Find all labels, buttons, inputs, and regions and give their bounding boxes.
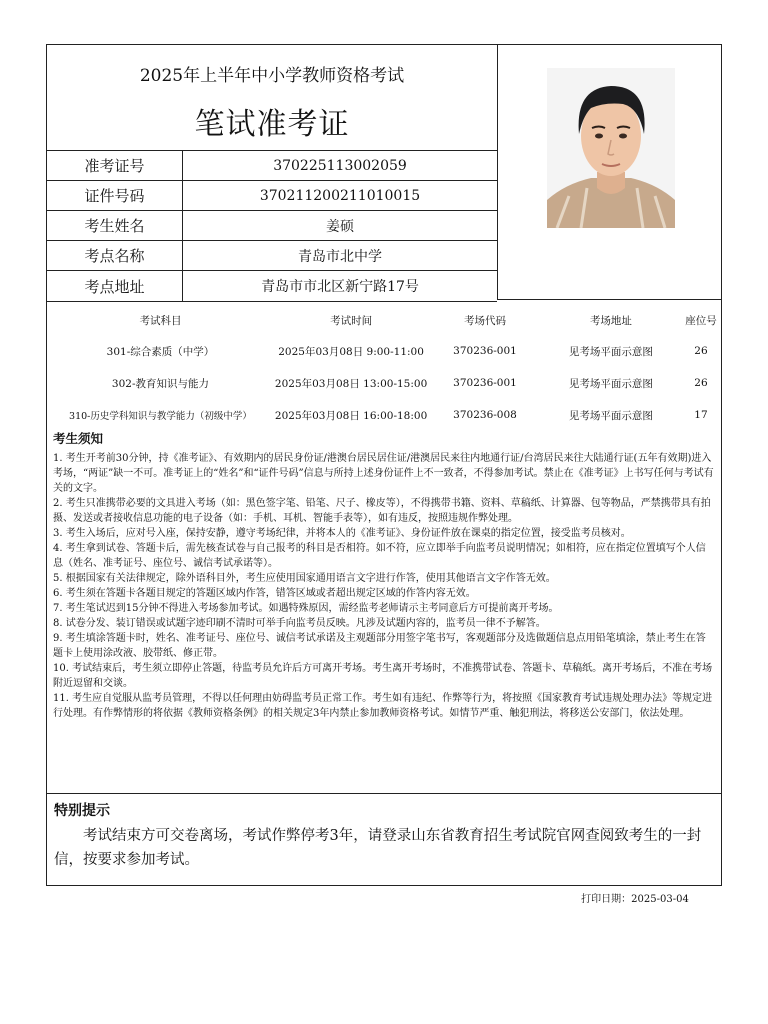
notice-item: 9. 考生填涂答题卡时，姓名、准考证号、座位号、诚信考试承诺及主观题部分用签字笔书写，客观题部分及选做题信息点用铅笔填涂，禁止考生在答题卡上使用涂改液、胶带纸、修正带。 [53,633,706,659]
room-address-cell: 见考场平面示意图 [568,409,653,422]
notice-item: 10. 考试结束后，考生须立即停止答题，待监考员允许后方可离开考场。考生离开考场时，不准携带试卷、答题卡、草稿纸。离开考场后，不准在考场附近逗留和交谈。 [53,663,713,689]
notice-item: 8. 试卷分发、装订错误或试题字迹印刷不清时可举手向监考员反映。凡涉及试题内容的，监考员一律不予解答。 [53,618,546,629]
table-row [47,335,722,367]
notice-item: 4. 考生拿到试卷、答题卡后，需先核查试卷与自己报考的科目是否相符。如不符，应立即举手向监考员说明情况；如相符，应在指定位置填写个人信息（姓名、准考证号、座位号、诚信考试承诺等）。 [53,543,706,569]
room-code-cell: 370236-001 [453,377,517,389]
notice-item: 6. 考生须在答题卡各题目规定的答题区域内作答，错答区域或者超出规定区域的作答内容无效。 [53,588,476,599]
subjects-header-row [47,305,722,335]
time-cell: 2025年03月08日 13:00-15:00 [274,377,428,390]
seat-cell: 26 [694,345,708,357]
notice-title: 考生须知 [53,431,104,446]
notice-item: 3. 考生入场后，应对号入座，保持安静，遵守考场纪律，并将本人的《准考证》、身份证件放在课桌的指定位置，接受监考员核对。 [53,528,631,539]
info-value: 青岛市北中学 [183,241,498,271]
table-row [47,399,722,431]
subjects-table [47,305,722,431]
subject-cell: 301-综合素质（中学） [106,345,215,358]
info-row [47,151,497,181]
col-header: 考场代码 [464,314,506,327]
card-title: 笔试准考证 [194,107,350,142]
info-row [47,241,497,271]
notice-item: 2. 考生只准携带必要的文具进入考场（如：黑色签字笔、铅笔、尺子、橡皮等），不得携带书籍、资料、草稿纸、计算器、包等物品，严禁携带具有拍摄、发送或者接收信息功能的电子设备（如：手机、耳机、智能手表等），如有违反，按照违规作弊处理。 [53,498,711,524]
photo-cell [497,45,722,300]
info-value: 370211200211010015 [183,181,498,211]
special-notice-title: 特别提示 [54,803,110,819]
seat-cell: 17 [694,409,708,421]
info-value: 370225113002059 [183,151,498,181]
special-notice-text: 考试结束方可交卷离场，考试作弊停考3年，请登录山东省教育招生考试院官网查阅致考生的一封信，按要求参加考试。 [54,828,702,868]
notice-item: 5. 根据国家有关法律规定，除外语科目外，考生应使用国家通用语言文字进行作答，使用其他语言文字作答无效。 [53,573,556,584]
time-cell: 2025年03月08日 9:00-11:00 [278,345,424,358]
special-notice-section [47,793,722,887]
info-label: 考生姓名 [47,211,183,241]
info-label: 证件号码 [47,181,183,211]
info-value: 姜硕 [183,211,498,241]
room-code-cell: 370236-001 [453,345,517,357]
admission-ticket [46,44,722,886]
exam-name: 2025年上半年中小学教师资格考试 [139,66,405,86]
info-row [47,181,497,211]
info-row [47,211,497,241]
col-header: 考试科目 [139,314,182,327]
notice-section [53,429,715,721]
print-date: 打印日期：2025-03-04 [581,894,689,905]
info-label: 考点地址 [47,271,183,302]
subject-cell: 310-历史学科知识与教学能力（初级中学） [69,411,252,422]
table-row [47,367,722,399]
info-label: 考点名称 [47,241,183,271]
info-value: 青岛市市北区新宁路17号 [183,271,498,302]
col-header: 考试时间 [330,314,373,327]
seat-cell: 26 [694,377,708,389]
candidate-info-table [47,150,497,302]
info-row [47,271,497,302]
notice-item: 11. 考生应自觉服从监考员管理，不得以任何理由妨碍监考员正常工作。考生如有违纪、作弊等行为，将按照《国家教育考试违规处理办法》等规定进行处理。有作弊情形的将依据《教师资格条例》的相关规定3年内禁止参加教师资格考试。如情节严重、触犯刑法，将移送公安部门，依法处理。 [53,693,713,719]
notice-item: 1. 考生开考前30分钟，持《准考证》、有效期内的居民身份证/港澳台居民居住证/港澳居民来往内地通行证/台湾居民来往大陆通行证(五年有效期)进入考场，“两证”缺一不可。准考证上的“姓名”和“证件号码”信息与所持上述身份证件上不一致者，不得参加考试。禁止在《准考证》上书写任何与考试有关的文字。 [53,453,714,494]
time-cell: 2025年03月08日 16:00-18:00 [274,409,428,422]
ticket-header [47,45,497,150]
candidate-photo [547,68,675,228]
subject-cell: 302-教育知识与能力 [111,377,209,390]
col-header: 座位号 [685,314,717,327]
room-address-cell: 见考场平面示意图 [568,377,653,390]
room-code-cell: 370236-008 [453,409,517,421]
col-header: 考场地址 [589,314,632,327]
info-label: 准考证号 [47,151,183,181]
room-address-cell: 见考场平面示意图 [568,345,653,358]
notice-item: 7. 考生笔试迟到15分钟不得进入考场参加考试。如遇特殊原因，需经监考老师请示主考同意后方可提前离开考场。 [53,603,559,614]
